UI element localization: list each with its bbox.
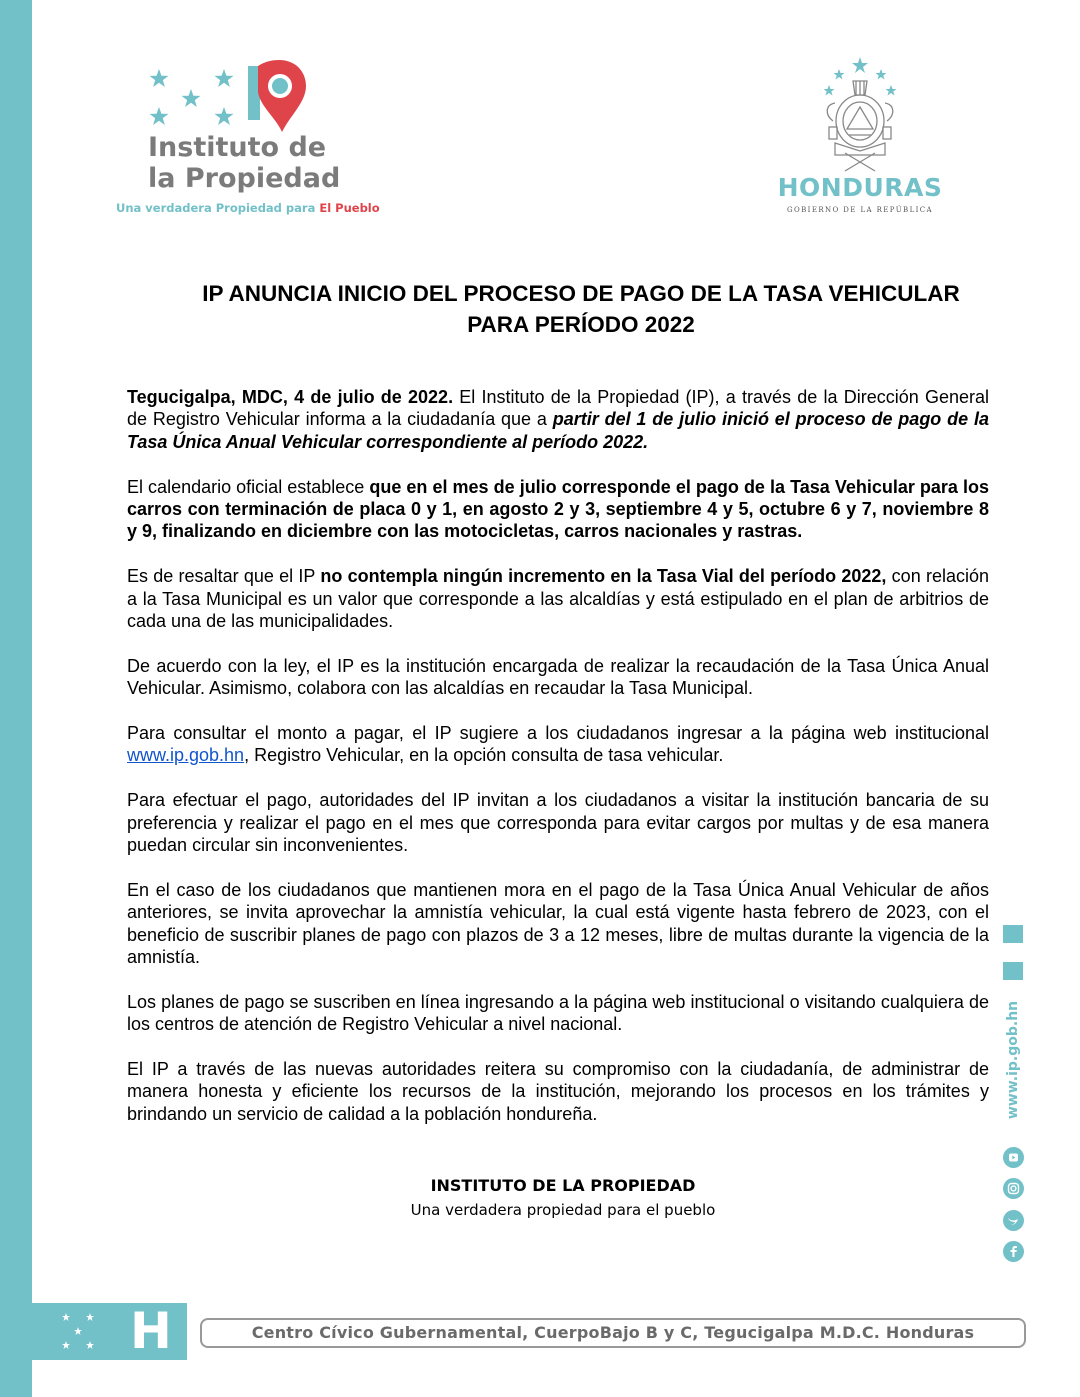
footer-stars-icon: [62, 1313, 117, 1353]
twitter-icon[interactable]: [1003, 1210, 1024, 1231]
document-title: IP ANUNCIA INICIO DEL PROCESO DE PAGO DE LA TASA VEHICULAR PARA PERÍODO 2022: [202, 281, 960, 337]
decorative-square: [1003, 925, 1023, 943]
paragraph-1: Tegucigalpa, MDC, 4 de julio de 2022. El Instituto de la Propiedad (IP), a través de la Dirección General de Registro Vehicular informa a la ciudadanía que a partir del 1 de julio inició el proceso de pago de la Tasa Única Anual Vehicular correspondiente al período 2022.: [127, 387, 989, 452]
left-decorative-bar: [0, 0, 32, 1397]
website-link[interactable]: www.ip.gob.hn: [127, 745, 245, 766]
signature-org: INSTITUTO DE LA PROPIEDAD: [430, 1176, 696, 1195]
instituto-propiedad-logo: [114, 54, 384, 224]
footer-logo-block: [32, 1303, 187, 1360]
footer-h-letter: H: [130, 1302, 172, 1360]
government-subtitle: GOBIERNO DE LA REPÚBLICA: [786, 206, 934, 214]
document-body: [127, 386, 989, 1148]
paragraph-5: Para consultar el monto a pagar, el IP sugiere a los ciudadanos ingresar a la página web institucional www.ip.gob.hn, Registro Vehicular, en la opción consulta de tasa vehicular.: [127, 723, 989, 766]
paragraph-8: Los planes de pago se suscriben en línea ingresando a la página web institucional o visitando cualquiera de los centros de atención de Registro Vehicular a nivel nacional.: [127, 991, 989, 1035]
paragraph-7: En el caso de los ciudadanos que mantienen mora en el pago de la Tasa Única Anual Vehicular de años anteriores, se invita aprovechar la amnistía vehicular, la cual está vigente hasta febrero de 2023, con el beneficio de suscribir planes de pago con plazos de 3 a 12 meses, libre de multas durante la vigencia de la amnistía.: [127, 879, 989, 968]
footer-address: Centro Cívico Gubernamental, CuerpoBajo B y C, Tegucigalpa M.D.C. Honduras: [200, 1318, 1026, 1348]
logo-tagline: Una verdadera Propiedad para El Pueblo: [116, 201, 380, 215]
paragraph-6: Para efectuar el pago, autoridades del IP invitan a los ciudadanos a visitar la institución bancaria de su preferencia y realizar el pago en el mes que corresponda para evitar cargos por multas y de esa manera puedan circular sin inconvenientes.: [127, 790, 989, 856]
facebook-icon[interactable]: [1003, 1241, 1024, 1262]
logo-wordmark: Instituto de la Propiedad: [148, 132, 341, 194]
honduras-wordmark: HONDURAS: [777, 173, 943, 202]
sidebar-url: www.ip.gob.hn: [1005, 1000, 1021, 1120]
dateline: Tegucigalpa, MDC, 4 de julio de 2022.: [127, 387, 454, 407]
instagram-icon[interactable]: [1003, 1178, 1024, 1199]
paragraph-9: El IP a través de las nuevas autoridades reitera su compromiso con la ciudadanía, de administrar de manera honesta y eficiente los recursos de la institución, mejorando los procesos en los trámites y brindando un servicio de calidad a la población hondureña.: [127, 1059, 989, 1124]
paragraph-3: Es de resaltar que el IP no contempla ningún incremento en la Tasa Vial del período 2022, con relación a la Tasa Municipal es un valor que corresponde a las alcaldías y está estipulado en el plan de arbitrios de cada una de las municipalidades.: [127, 566, 990, 632]
location-pin-p-icon: [244, 56, 314, 136]
decorative-square: [1003, 962, 1023, 980]
stars-icon: [149, 69, 239, 129]
honduras-government-logo: [770, 55, 950, 220]
youtube-icon[interactable]: [1003, 1147, 1024, 1168]
signature-block: [300, 1174, 826, 1222]
signature-tagline: Una verdadera propiedad para el pueblo: [410, 1201, 716, 1219]
coat-of-arms-icon: [815, 55, 905, 173]
paragraph-2: El calendario oficial establece que en el mes de julio corresponde el pago de la Tasa Vehicular para los carros con terminación de placa 0 y 1, en agosto 2 y 3, septiembre 4 y 5, octubre 6 y 7, noviembre 8 y 9, finalizando en diciembre con las motocicletas, carros nacionales y rastras.: [127, 476, 989, 542]
paragraph-4: De acuerdo con la ley, el IP es la institución encargada de realizar la recaudación de la Tasa Única Anual Vehicular. Asimismo, colabora con las alcaldías en recaudar la Tasa Municipal.: [127, 655, 989, 699]
